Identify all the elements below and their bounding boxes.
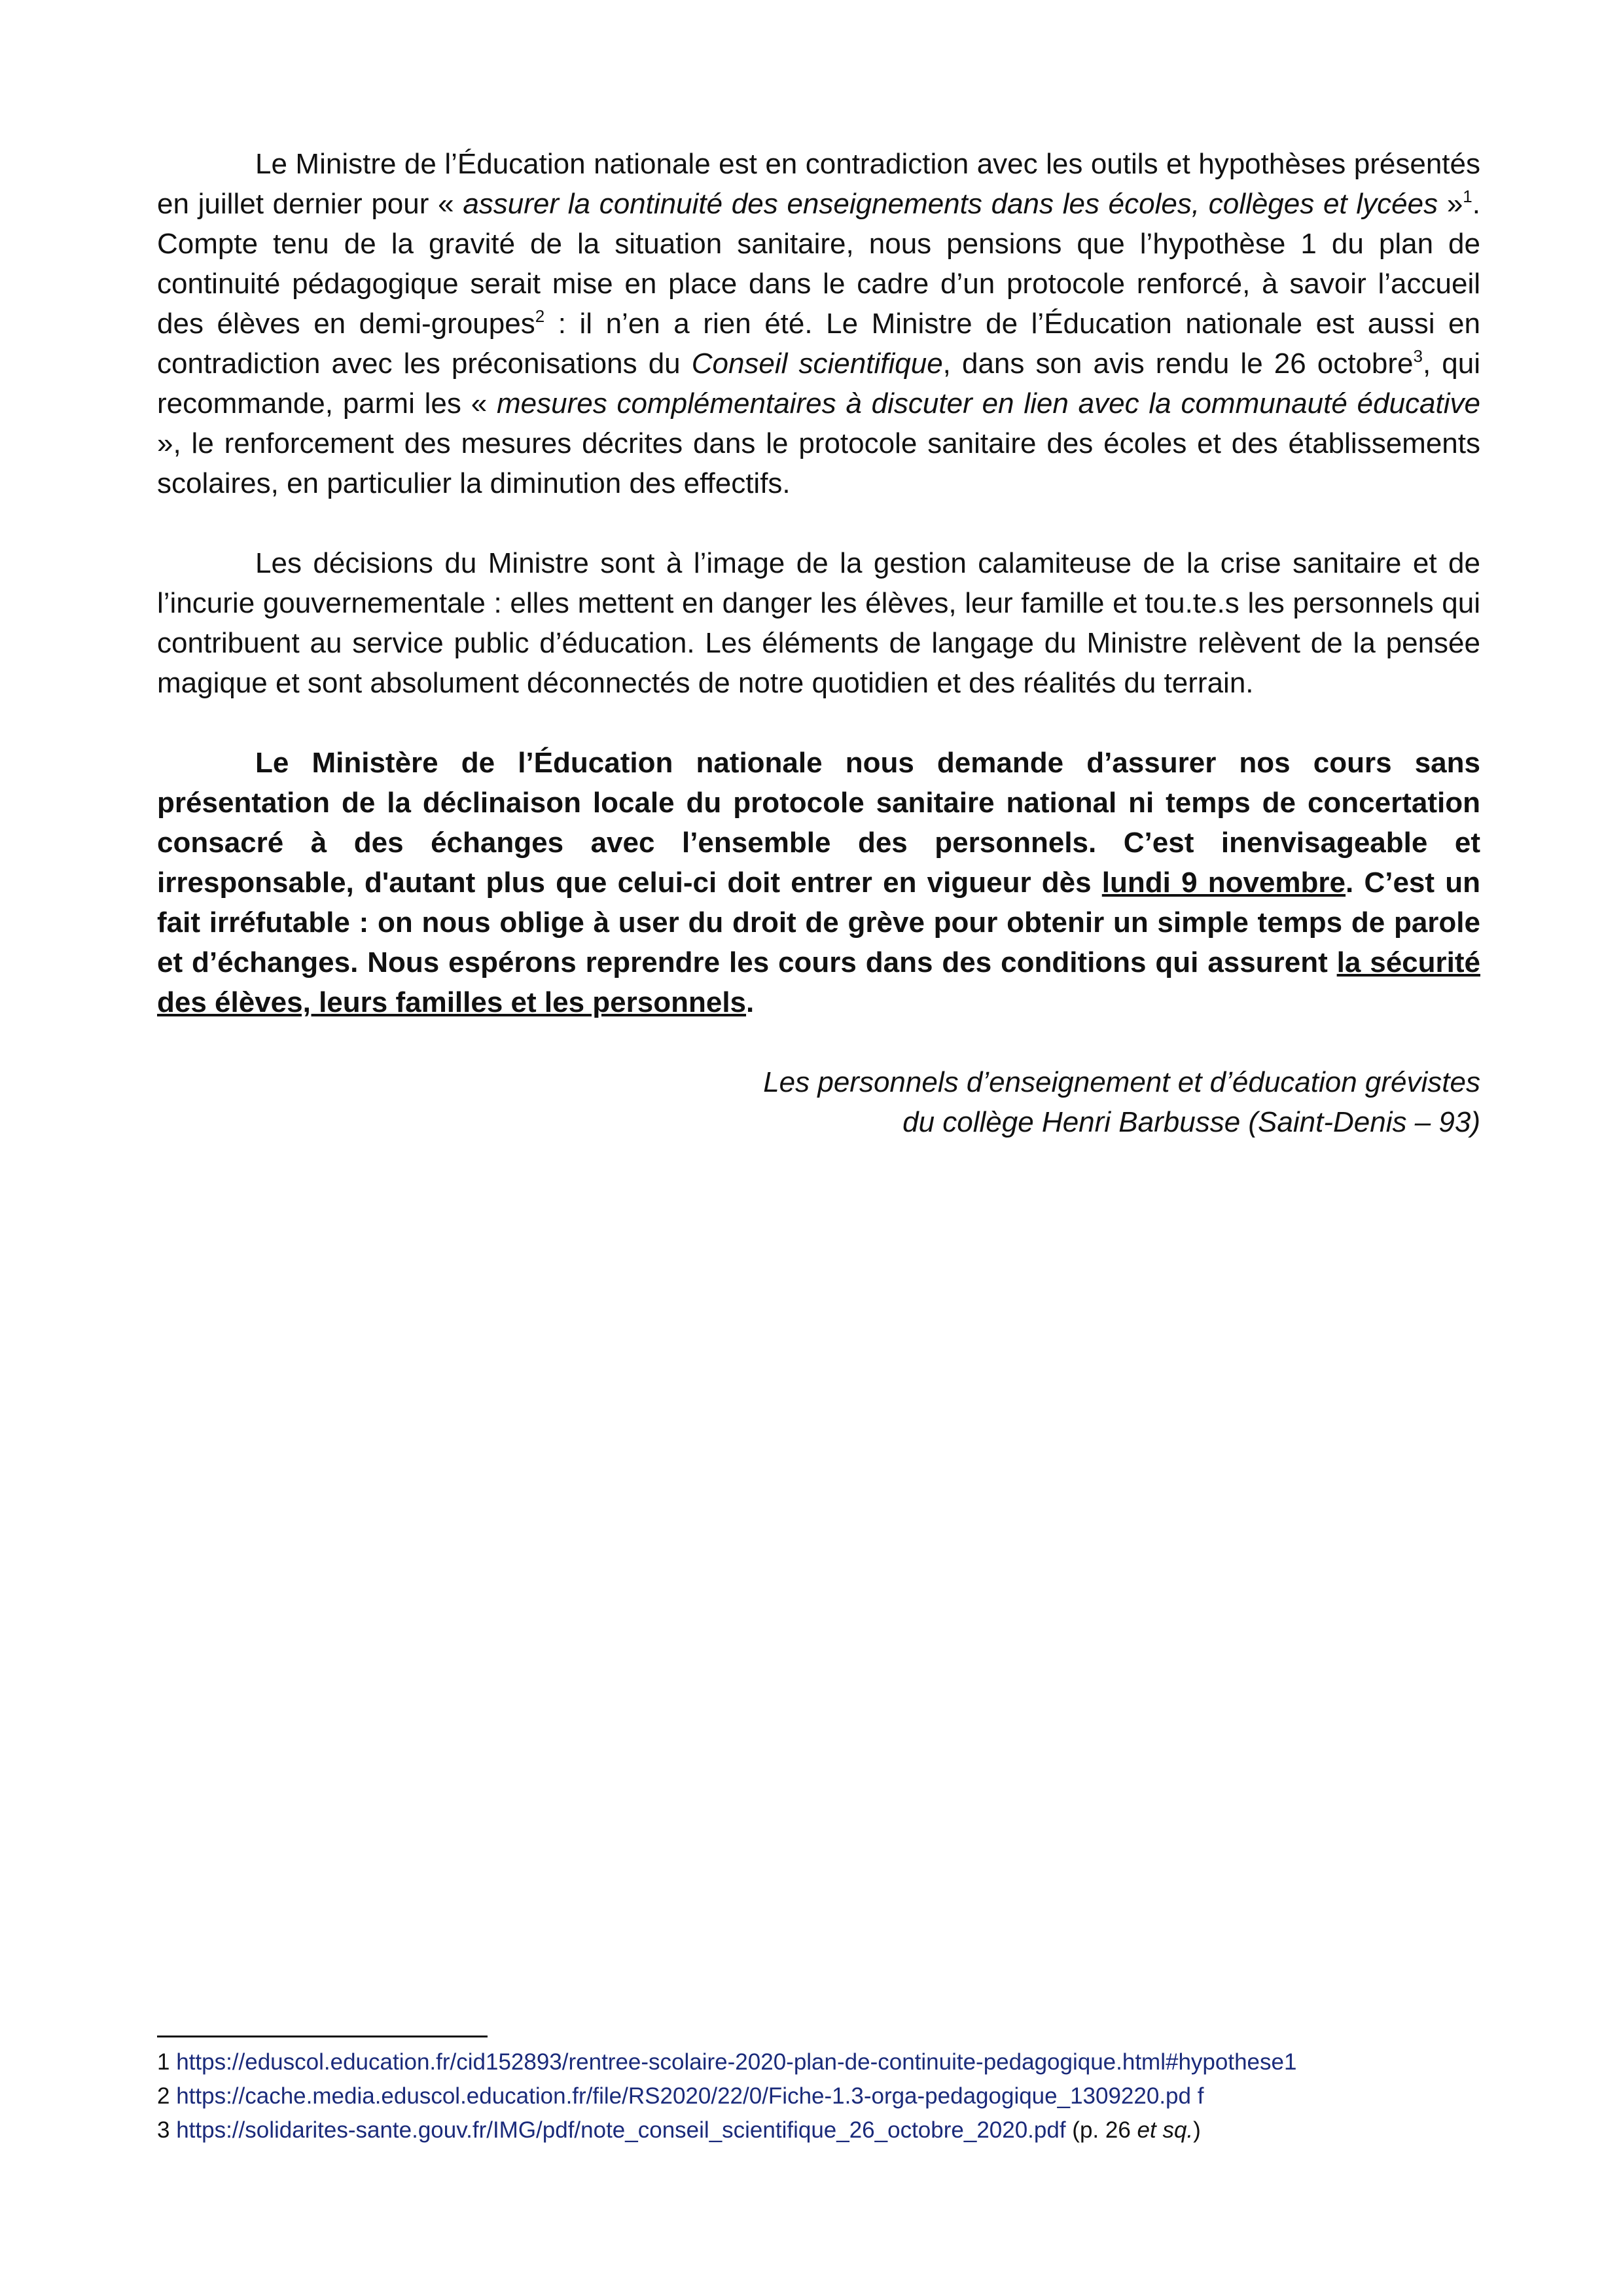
p1-text-d: . Compte tenu de la gravité de la situation sanitaire, nous pensions que l’hypothèse 1 du plan de continuité pédagogique serait mise en place dans le cadre d’un protocole renforcé, à savoir l’accueil des élèves en demi-groupes	[157, 188, 1480, 340]
signature-line-2: du collège Henri Barbusse (Saint-Denis – 93)	[902, 1106, 1480, 1138]
footnote-et-sq: et sq.	[1137, 2117, 1194, 2143]
p1-quote-measures: mesures complémentaires à discuter en lien avec la communauté éducative	[497, 387, 1480, 420]
signature	[157, 1062, 1480, 1142]
p1-text-g: , dans son avis rendu le 26 octobre	[942, 348, 1414, 380]
p3-date-underlined: lundi 9 novembre	[1101, 867, 1346, 899]
footnote-separator	[157, 2036, 488, 2037]
p1-conseil-scientifique: Conseil scientifique	[691, 348, 943, 380]
footnotes	[157, 2036, 1531, 2147]
paragraph-1	[157, 144, 1480, 503]
p1-text-h: , qui recommande, parmi les «	[157, 348, 1481, 420]
footnote-ref-3[interactable]: 3	[1413, 346, 1423, 366]
signature-line-1: Les personnels d’enseignement et d’éducation grévistes	[763, 1066, 1480, 1098]
paragraph-2: Les décisions du Ministre sont à l’image de la gestion calamiteuse de la crise sanitaire et de l’incurie gouvernementale : elles mettent en danger les élèves, leur famille et tou.te.s les personnels qui contribuent au service public d’éducation. Les éléments de langage du Ministre relèvent de la pensée magique et sont absolument déconnectés de notre quotidien et des réalités du terrain.	[157, 547, 1480, 699]
p1-text-a: Le Ministre de l’Éducation nationale est en contradiction avec les outils et hypothèses présentés en juillet dernier pour «	[157, 148, 1480, 220]
p1-text-c: »	[1438, 188, 1463, 220]
p1-text-j: », le renforcement des mesures décrites dans le protocole sanitaire des écoles et des établissements scolaires, en particulier la diminution des effectifs.	[157, 427, 1480, 499]
footnote-1	[157, 2045, 1531, 2079]
body-text	[157, 144, 1480, 1142]
p1-text-e: : il n’en a rien été. Le Ministre de l’Éducation nationale est aussi en contradiction avec les préconisations du	[157, 308, 1480, 380]
footnote-ref-1[interactable]: 1	[1463, 187, 1472, 206]
p3-text-a: Le Ministère de l’Éducation nationale nous demande d’assurer nos cours sans présentation de la déclinaison locale du protocole sanitaire national ni temps de concertation consacré à des échanges avec l’ensemble des personnels. C’est inenvisageable et irresponsable, d'autant plus que celui-ci doit entrer en vigueur dès	[157, 747, 1480, 899]
footnote-link[interactable]: https://solidarites-sante.gouv.fr/IMG/pdf/note_conseil_scientifique_26_octobre_2020.pdf	[176, 2117, 1066, 2143]
footnote-page-ref: (p. 26	[1065, 2117, 1137, 2143]
p3-text-c: . C’est un fait irréfutable : on nous oblige à user du droit de grève pour obtenir un simple temps de parole et d’échanges. Nous espérons reprendre les cours dans des conditions qui assurent	[157, 867, 1480, 978]
footnote-2	[157, 2079, 1531, 2113]
footnote-number: 3	[157, 2117, 170, 2143]
footnote-link[interactable]: https://eduscol.education.fr/cid152893/rentree-scolaire-2020-plan-de-continuite-pedagogique.html#hypothese1	[176, 2049, 1297, 2075]
p1-quote-continuity: assurer la continuité des enseignements dans les écoles, collèges et lycées	[463, 188, 1438, 220]
footnote-number: 2	[157, 2083, 170, 2109]
p3-safety-underlined: la sécurité des élèves, leurs familles et les personnels	[157, 946, 1480, 1018]
footnote-3	[157, 2113, 1531, 2147]
paragraph-3	[157, 743, 1480, 1022]
footnote-close-paren: )	[1193, 2117, 1201, 2143]
footnote-link[interactable]: https://cache.media.eduscol.education.fr/file/RS2020/22/0/Fiche-1.3-orga-pedagogique_1309220.pd f	[176, 2083, 1204, 2109]
p3-text-e: .	[746, 986, 755, 1018]
footnote-number: 1	[157, 2049, 170, 2075]
footnote-ref-2[interactable]: 2	[535, 306, 545, 326]
